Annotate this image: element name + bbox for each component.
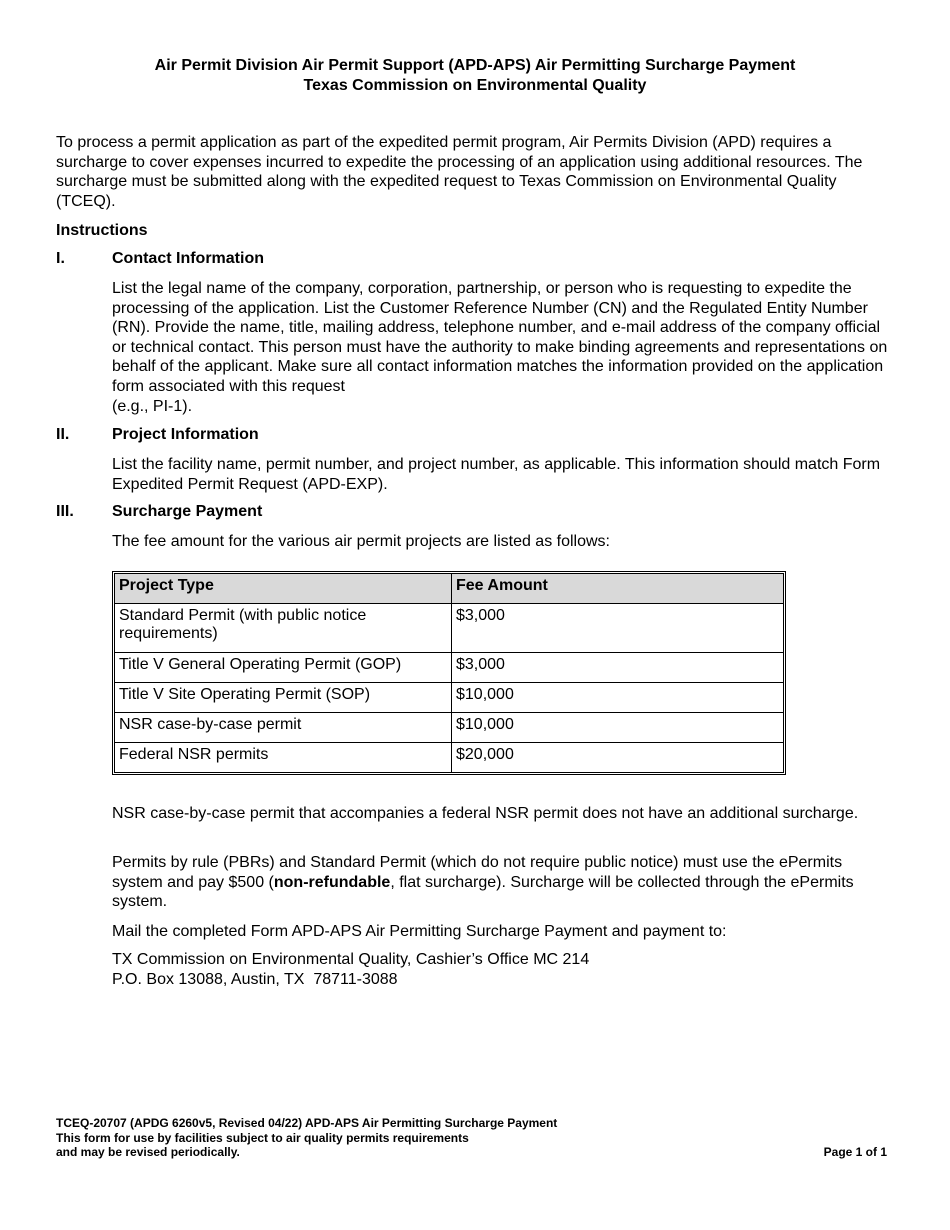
section-3-number: III. bbox=[56, 503, 74, 520]
address-line-1: TX Commission on Environmental Quality, Cashier’s Office MC 214 bbox=[112, 951, 590, 968]
header-fee-amount: Fee Amount bbox=[452, 574, 783, 604]
section-3-body: The fee amount for the various air permit projects are listed as follows: bbox=[112, 533, 610, 550]
project-type-cell: Title V Site Operating Permit (SOP) bbox=[115, 683, 452, 713]
table-row bbox=[115, 713, 783, 743]
footer-line-2: This form for use by facilities subject to air quality permits requirements bbox=[56, 1130, 469, 1145]
section-3-title: Surcharge Payment bbox=[112, 503, 263, 520]
fee-amount-cell: $10,000 bbox=[452, 713, 783, 743]
table-row bbox=[115, 743, 783, 772]
project-type-cell: NSR case-by-case permit bbox=[115, 713, 452, 743]
project-type-cell: Federal NSR permits bbox=[115, 743, 452, 772]
fee-amount-cell: $10,000 bbox=[452, 683, 783, 713]
table-row bbox=[115, 604, 783, 653]
section-2-body: List the facility name, permit number, and project number, as applicable. This information should match Form Expedited Permit Request (APD-EXP). bbox=[112, 456, 881, 493]
mailing-address bbox=[112, 950, 896, 989]
section-1-text: List the legal name of the company, corporation, partnership, or person who is requesting to expedite the processing of the application. List the Customer Reference Number (CN) and the Regulated Entity Number (RN). Provide the name, title, mailing address, telephone number, and e-mail address of the company official or technical contact. This person must have the authority to make binding agreements and representations on behalf of the applicant. Make sure all contact information matches the information provided on the application form associated with this request bbox=[112, 280, 888, 395]
header-project-type: Project Type bbox=[115, 574, 452, 604]
non-refundable-label: non-refundable bbox=[273, 873, 391, 891]
section-2-number: II. bbox=[56, 426, 70, 443]
fee-amount-cell: $3,000 bbox=[452, 604, 783, 653]
form-footer bbox=[56, 1116, 557, 1160]
project-type-cell: Title V General Operating Permit (GOP) bbox=[115, 653, 452, 683]
table-row bbox=[115, 683, 783, 713]
title-line-2: Texas Commission on Environmental Quality bbox=[303, 77, 647, 94]
section-2-title: Project Information bbox=[112, 426, 259, 443]
mail-instruction: Mail the completed Form APD-APS Air Permitting Surcharge Payment and payment to: bbox=[112, 923, 727, 940]
fee-table bbox=[112, 571, 786, 775]
footer-line-3: and may be revised periodically. bbox=[56, 1145, 240, 1159]
section-1-text-tail: (e.g., PI-1). bbox=[112, 397, 193, 415]
fee-amount-cell: $20,000 bbox=[456, 746, 514, 763]
pbr-note bbox=[112, 853, 896, 912]
nsr-note: NSR case-by-case permit that accompanies a federal NSR permit does not have an additional surcharge. bbox=[112, 805, 859, 822]
pbr-note-end: , flat surcharge). Surcharge will be collected through the ePermits system. bbox=[112, 873, 854, 911]
instructions-heading: Instructions bbox=[56, 222, 148, 239]
address-line-2: P.O. Box 13088, Austin, TX 78711-3088 bbox=[112, 970, 398, 988]
intro-paragraph: To process a permit application as part of the expedited permit program, Air Permits Division (APD) requires a surcharge to cover expenses incurred to expedite the processing of an application using additional resources. The surcharge must be submitted along with the expedited request to Texas Commission on Environmental Quality (TCEQ). bbox=[56, 134, 863, 210]
fee-amount-cell: $3,000 bbox=[452, 653, 783, 683]
project-type-cell: Standard Permit (with public notice requirements) bbox=[115, 604, 452, 653]
section-1-title: Contact Information bbox=[112, 250, 264, 267]
page-number: Page 1 of 1 bbox=[823, 1145, 887, 1159]
section-1-number: I. bbox=[56, 250, 65, 267]
table-row bbox=[115, 653, 783, 683]
document-header bbox=[0, 56, 950, 96]
fee-table-header-row bbox=[115, 574, 783, 604]
footer-line-1: TCEQ-20707 (APDG 6260v5, Revised 04/22) APD-APS Air Permitting Surcharge Payment bbox=[56, 1116, 558, 1130]
title-line-1: Air Permit Division Air Permit Support (APD-APS) Air Permitting Surcharge Payment bbox=[154, 57, 796, 74]
pbr-note-start: Permits by rule (PBRs) and Standard Permit (which do not require public notice) must use the ePermits system and pay $500 ( bbox=[112, 854, 843, 891]
section-1-body bbox=[112, 279, 896, 416]
